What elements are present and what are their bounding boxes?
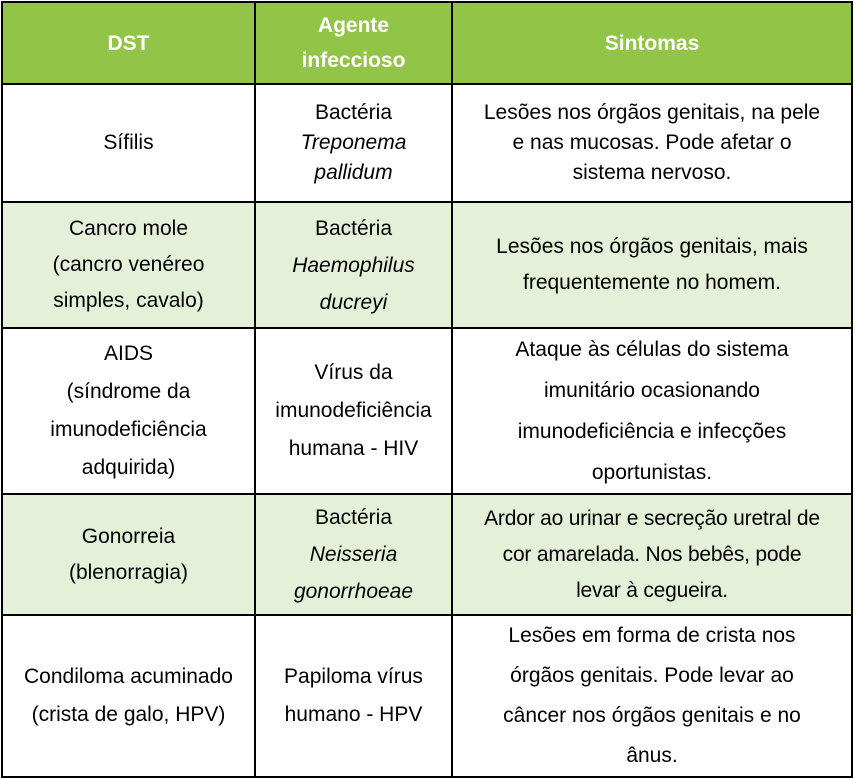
header-agente-infeccioso-label: Agente infeccioso (301, 14, 406, 72)
agent-type: Bactéria (314, 506, 393, 529)
table-row (2, 494, 852, 615)
dst-cell (2, 615, 255, 777)
symptoms-cell (452, 615, 852, 777)
symptoms-line: Ataque às células do sistema (515, 338, 789, 361)
dst-cell (2, 202, 255, 328)
agent-cell (255, 328, 452, 494)
dst-line: AIDS (103, 342, 153, 365)
symptoms-line: Ardor ao urinar e secreção uretral de (484, 506, 820, 530)
dst-line: imunodeficiência (50, 418, 207, 441)
agent-type: Bactéria (314, 101, 393, 124)
agent-cell (255, 615, 452, 777)
symptoms-line: oportunistas. (591, 461, 713, 484)
dst-line: (blenorragia) (68, 560, 189, 584)
agent-cell (255, 202, 452, 328)
symptoms-line: Lesões nos órgãos genitais, mais (496, 235, 808, 258)
agent-name-line: ducreyi (319, 290, 388, 314)
dst-cell (2, 494, 255, 615)
dst-line: simples, cavalo) (53, 289, 204, 312)
symptoms-cell (452, 328, 852, 494)
agent-name-line: gonorrhoeae (293, 580, 414, 603)
agent-line: Vírus da (314, 361, 393, 384)
dst-cell (2, 328, 255, 494)
agent-line: Papiloma vírus (284, 665, 423, 688)
agent-line: imunodeficiência (275, 399, 432, 422)
agent-type: Bactéria (314, 216, 393, 240)
table-row (2, 615, 852, 777)
table-row (2, 84, 852, 202)
symptoms-line: ânus. (626, 744, 678, 767)
header-row (2, 2, 852, 84)
symptoms-cell (452, 202, 852, 328)
dst-line: (síndrome da (66, 380, 191, 403)
symptoms-line: e nas mucosas. Pode afetar o (512, 131, 792, 154)
agent-line: humana - HIV (288, 437, 419, 460)
symptoms-cell (452, 84, 852, 202)
table-row (2, 202, 852, 328)
agent-name-line: Treponema (300, 131, 407, 154)
header-sintomas: Sintomas (452, 2, 852, 84)
table-header (2, 2, 852, 84)
dst-line: Gonorreia (81, 524, 176, 548)
dst-line: (crista de galo, HPV) (31, 703, 226, 726)
symptoms-line: frequentemente no homem. (523, 271, 781, 294)
dst-line: adquirida) (81, 456, 176, 479)
symptoms-line: cor amarelada. Nos bebês, pode (502, 542, 802, 566)
agent-name-line: pallidum (314, 161, 393, 184)
agent-cell (255, 494, 452, 615)
symptoms-line: imunitário ocasionando (544, 379, 760, 402)
symptoms-line: levar à cegueira. (576, 578, 728, 602)
table-body (2, 84, 852, 777)
header-dst: DST (2, 2, 255, 84)
symptoms-line: Lesões em forma de crista nos (508, 624, 796, 647)
dst-table (1, 1, 853, 778)
table-row (2, 328, 852, 494)
symptoms-line: imunodeficiência e infecções (517, 420, 787, 443)
dst-line: Cancro mole (68, 217, 189, 240)
symptoms-line: Lesões nos órgãos genitais, na pele (483, 101, 821, 124)
agent-line: humano - HPV (284, 703, 423, 726)
symptoms-line: câncer nos órgãos genitais e no (503, 704, 801, 727)
header-agente-infeccioso (255, 2, 452, 84)
agent-name-line: Haemophilus (292, 253, 415, 277)
dst-line: Condiloma acuminado (24, 665, 233, 688)
agent-name-line: Neisseria (309, 543, 398, 566)
symptoms-line: órgãos genitais. Pode levar ao (510, 664, 794, 687)
dst-cell (2, 84, 255, 202)
agent-cell (255, 84, 452, 202)
symptoms-line: sistema nervoso. (572, 161, 732, 184)
dst-line: Sífilis (103, 131, 154, 154)
dst-line: (cancro venéreo (52, 253, 205, 276)
symptoms-cell (452, 494, 852, 615)
